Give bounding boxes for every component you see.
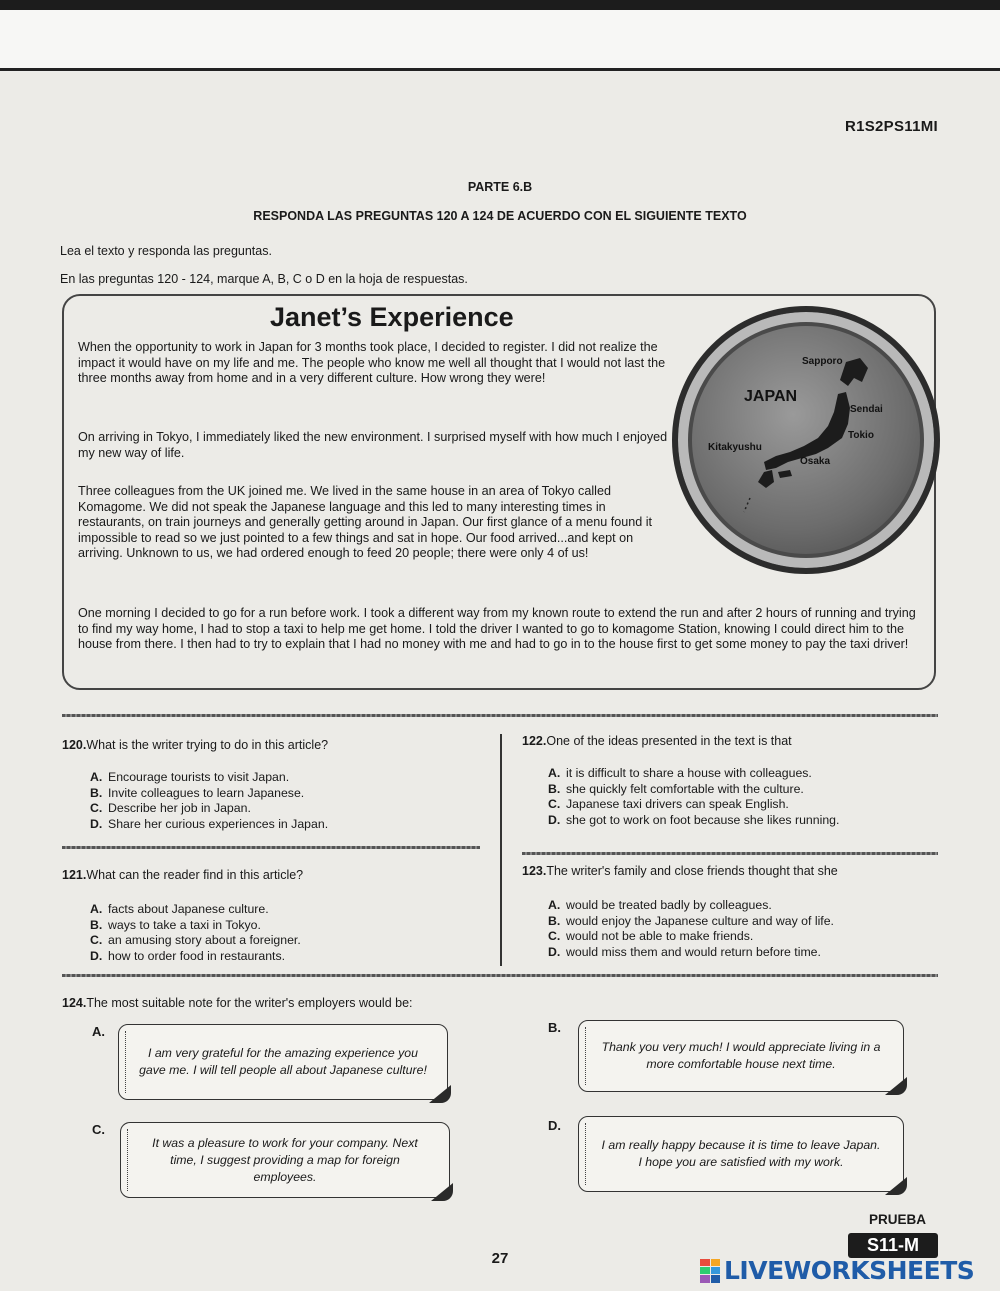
scanner-top-edge [0, 0, 1000, 71]
q122-option-c[interactable]: C. Japanese taxi drivers can speak English. [548, 797, 789, 812]
story-paragraph-3: Three colleagues from the UK joined me. We lived in the same house in an area of Tokyo called Komagome. We did not speak the Japanese language and this led to many interesting times in restaurants, on train journeys and generally getting around in Japan. Our first glance of a menu found it impossible to read so we just pointed to a few things and sat in hope. Our food arrived...and kept on arriving. Unknown to us, we had ordered enough to feed 20 people; there were only 4 of us! [78, 484, 653, 561]
q121-options [90, 902, 301, 964]
q123-option-d[interactable]: D. would miss them and would return before time. [548, 944, 821, 959]
question-123: 123.The writer's family and close friends thought that she [522, 864, 838, 878]
note-c-letter: C. [92, 1122, 105, 1137]
column-divider [500, 734, 502, 966]
divider-bottom [62, 974, 938, 977]
question-124: 124.The most suitable note for the writer's employers would be: [62, 996, 413, 1010]
prueba-label: PRUEBA [868, 1212, 926, 1227]
note-c-text: It was a pleasure to work for your company. Next time, I suggest providing a map for foreign employees. [152, 1135, 418, 1184]
story-title: Janet’s Experience [270, 302, 514, 332]
map-city-sapporo: Sapporo [802, 356, 843, 367]
q122-option-d[interactable]: D. she got to work on foot because she likes running. [548, 812, 840, 827]
note-option-d[interactable] [578, 1116, 904, 1192]
map-city-sendai: Sendai [850, 404, 883, 415]
story-paragraph-4: One morning I decided to go for a run before work. I took a different way from my known route to extend the run and after 2 hours of running and trying to find my way home, I had to stop a taxi to help me get home. I told the driver I wanted to go to komagome Station, knowing I could direct him to the house from there. I then had to try to explain that I had no money with me and had to go in to the house first to get some money to pay the taxi driver! [78, 606, 916, 652]
map-country-label: JAPAN [744, 388, 798, 405]
exam-code: R1S2PS11MI [844, 118, 938, 135]
divider-right [522, 852, 938, 855]
q121-option-a[interactable]: A. facts about Japanese culture. [90, 902, 269, 916]
japan-outline-icon [678, 312, 922, 556]
question-122: 122.One of the ideas presented in the text is that [522, 734, 792, 748]
map-city-tokio: Tokio [848, 430, 874, 441]
note-option-c[interactable] [120, 1122, 450, 1198]
map-city-osaka: Osaka [800, 456, 831, 467]
q122-options [548, 766, 839, 828]
q120-option-a[interactable]: A. Encourage tourists to visit Japan. [90, 770, 290, 784]
divider-left [62, 846, 480, 849]
q123-options [548, 898, 834, 960]
q122-option-b[interactable]: B. she quickly felt comfortable with the culture. [548, 781, 804, 796]
q122-option-a[interactable]: A. it is difficult to share a house with colleagues. [548, 766, 812, 780]
q120-option-c[interactable]: C. Describe her job in Japan. [90, 801, 251, 816]
q120-options [90, 770, 328, 832]
note-a-text: I am very grateful for the amazing experience you gave me. I will tell people all about Japanese culture! [139, 1046, 427, 1077]
watermark-text: LIVEWORKSHEETS [724, 1256, 975, 1285]
part-label: PARTE 6.B [467, 180, 533, 194]
q123-option-c[interactable]: C. would not be able to make friends. [548, 929, 754, 944]
q121-option-c[interactable]: C. an amusing story about a foreigner. [90, 933, 301, 948]
q121-option-b[interactable]: B. ways to take a taxi in Tokyo. [90, 917, 261, 932]
question-121: 121.What can the reader find in this article? [62, 868, 304, 882]
q120-option-b[interactable]: B. Invite colleagues to learn Japanese. [90, 785, 305, 800]
q123-option-b[interactable]: B. would enjoy the Japanese culture and way of life. [548, 913, 834, 928]
page-number: 27 [491, 1250, 509, 1267]
note-d-text: I am really happy because it is time to leave Japan. I hope you are satisfied with my work. [601, 1138, 881, 1169]
liveworksheets-logo-icon [700, 1259, 720, 1283]
note-a-letter: A. [92, 1024, 105, 1039]
note-b-letter: B. [548, 1020, 561, 1035]
q120-option-d[interactable]: D. Share her curious experiences in Japan. [90, 816, 329, 831]
instruction-2: En las preguntas 120 - 124, marque A, B, C o D en la hoja de respuestas. [60, 272, 468, 286]
map-city-kitakyushu: Kitakyushu [708, 442, 762, 453]
q121-option-d[interactable]: D. how to order food in restaurants. [90, 948, 286, 963]
divider [62, 714, 938, 717]
note-option-a[interactable] [118, 1024, 448, 1100]
test-badge: S11-M [848, 1233, 938, 1258]
note-b-text: Thank you very much! I would appreciate living in a more comfortable house next time. [601, 1040, 881, 1071]
instruction-1: Lea el texto y responda las preguntas. [60, 244, 272, 258]
note-option-b[interactable] [578, 1020, 904, 1092]
liveworksheets-watermark [700, 1256, 974, 1285]
japan-map [672, 306, 940, 574]
story-paragraph-2: On arriving in Tokyo, I immediately liked the new environment. I surprised myself with how much I enjoyed my new way of life. [78, 430, 668, 460]
note-d-letter: D. [548, 1118, 561, 1133]
question-120: 120.What is the writer trying to do in this article? [62, 738, 329, 752]
story-paragraph-1: When the opportunity to work in Japan for 3 months took place, I decided to register. I did not realize the impact it would have on my life and me. The people who know me well all thought that I would not last the three months away from home and in a very different culture. How wrong they were! [78, 340, 666, 386]
q123-option-a[interactable]: A. would be treated badly by colleagues. [548, 898, 772, 912]
section-heading: RESPONDA LAS PREGUNTAS 120 A 124 DE ACUERDO CON EL SIGUIENTE TEXTO [253, 209, 747, 223]
